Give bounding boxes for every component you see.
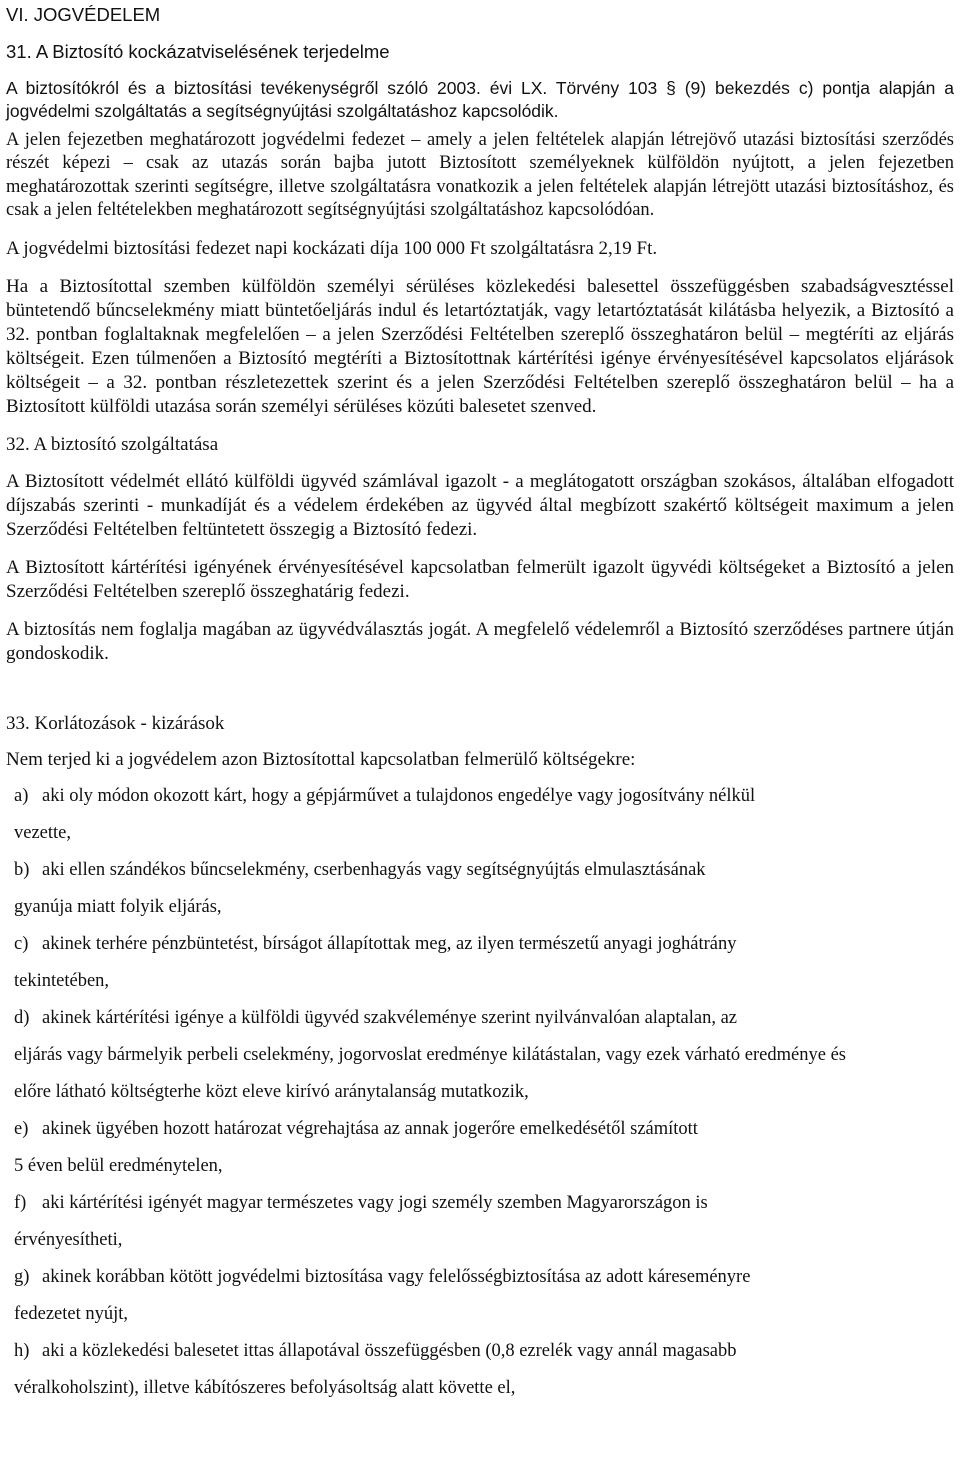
section-31-paragraph-4: Ha a Biztosítottal szemben külföldön személyi sérüléses közlekedési balesettel összefüggésben szabadságvesztéssel büntetendő bűncselekmény miatt büntetőeljárás indul és letartóztatják, vagy letartóztatását kilátásba helyezik, a Biztosító a 32. pontban foglaltaknak megfelelően – a jelen Szerződési Feltételben szereplő összeghatáron belül – megtéríti az eljárás költségeit. Ezen túlmenően a Biztosító megtéríti a Biztosítottnak kártérítési igénye érvényesítésével kapcsolatos eljárások költségeit – a 32. pontban részletezettek szerint és a jelen Szerződési Feltételben szereplő összeghatáron belül – ha a Biztosított külföldi utazása során személyi sérüléses közúti balesetet szenved.: [6, 275, 954, 417]
item-text: aki oly módon okozott kárt, hogy a gépjárművet a tulajdonos engedélye vagy jogosítvány nélkül: [42, 785, 756, 806]
item-continuation: fedezetet nyújt,: [14, 1303, 129, 1324]
item-text: akinek kártérítési igénye a külföldi ügyvéd szakvéleménye szerint nyilvánvalóan alaptalan, az: [42, 1007, 738, 1028]
item-continuation: vezette,: [14, 822, 71, 843]
section-31-paragraph-2: A jelen fejezetben meghatározott jogvédelmi fedezet – amely a jelen feltételek alapján létrejövő utazási biztosítási szerződés részét képezi – csak az utazás során bajba jutott Biztosított személyeknek külföldön nyújtott, a jelen fejezetben meghatározottak szerinti segítségre, illetve szolgáltatásra vonatkozik a jelen feltételek alapján létrejött utazási biztosításhoz, és csak a jelen feltételekben meghatározott segítségnyújtási szolgáltatáshoz kapcsolódóan.: [6, 130, 954, 221]
section-32-paragraph-2: A Biztosított kártérítési igényének érvényesítésével kapcsolatban felmerült igazolt ügyvédi költségeket a Biztosító a jelen Szerződési Feltételben szereplő összeghatárig fedezi.: [6, 556, 954, 602]
item-label: e): [14, 1118, 29, 1139]
item-continuation: érvényesítheti,: [14, 1229, 123, 1250]
item-text: akinek ügyében hozott határozat végrehajtása az annak jogerőre emelkedésétől számított: [42, 1118, 698, 1139]
item-label: b): [14, 859, 30, 880]
exclusion-item-e: [14, 1111, 954, 1185]
item-text: akinek terhére pénzbüntetést, bírságot állapítottak meg, az ilyen természetű anyagi joghátrány: [42, 933, 737, 954]
item-continuation: véralkoholszint), illetve kábítószeres befolyásoltság alatt követte el,: [14, 1377, 516, 1398]
section-32-paragraph-1: A Biztosított védelmét ellátó külföldi ügyvéd számlával igazolt - a meglátogatott országban szokásos, általában elfogadott díjszabás szerinti - munkadíját és a védelem érdekében az ügyvéd által megbízott szakértő költségeit maximum a jelen Szerződési Feltételben feltüntetett összegig a Biztosító fedezi.: [6, 470, 954, 540]
item-label: d): [14, 1007, 30, 1028]
exclusion-item-f: [14, 1185, 954, 1259]
section-31-paragraph-3: A jogvédelmi biztosítási fedezet napi kockázati díja 100 000 Ft szolgáltatásra 2,19 Ft.: [6, 237, 658, 259]
exclusion-item-c: [14, 926, 954, 1000]
section-32-paragraph-3: A biztosítás nem foglalja magában az ügyvédválasztás jogát. A megfelelő védelemről a Biztosító szerződéses partnere útján gondoskodik.: [6, 618, 954, 664]
section-33-intro: Nem terjed ki a jogvédelem azon Biztosítottal kapcsolatban felmerülő költségekre:: [6, 748, 636, 770]
exclusion-item-d: [14, 1000, 954, 1111]
item-text: aki ellen szándékos bűncselekmény, cserbenhagyás vagy segítségnyújtás elmulasztásának: [42, 859, 706, 880]
exclusion-item-b: [14, 852, 954, 926]
item-continuation: tekintetében,: [14, 970, 110, 991]
item-text: aki a közlekedési balesetet ittas állapotával összefüggésben (0,8 ezrelék vagy annál magasabb: [42, 1340, 737, 1361]
exclusion-item-g: [14, 1259, 954, 1333]
item-continuation: 5 éven belül eredménytelen,: [14, 1155, 223, 1176]
exclusion-item-a: [14, 778, 954, 852]
exclusion-list: [6, 778, 954, 1407]
item-label: g): [14, 1266, 30, 1287]
item-text: akinek korábban kötött jogvédelmi biztosítása vagy felelősségbiztosítása az adott káreseményre: [42, 1266, 751, 1287]
section-32-title: 32. A biztosító szolgáltatása: [6, 433, 219, 455]
document-page: [0, 4, 960, 1460]
section-title: VI. JOGVÉDELEM: [6, 4, 161, 25]
section-31-title: 31. A Biztosító kockázatviselésének terjedelme: [6, 41, 390, 62]
item-label: c): [14, 933, 29, 954]
item-label: a): [14, 785, 29, 806]
section-33-title: 33. Korlátozások - kizárások: [6, 712, 225, 734]
section-31-paragraph-1: A biztosítókról és a biztosítási tevékenységről szóló 2003. évi LX. Törvény 103 § (9) bekezdés c) pontja alapján a jogvédelmi szolgáltatás a segítségnyújtási szolgáltatáshoz kapcsolódik.: [6, 78, 954, 121]
item-label: f): [14, 1192, 27, 1213]
exclusion-item-h: [14, 1333, 954, 1407]
item-continuation: eljárás vagy bármelyik perbeli cselekmény, jogorvoslat eredménye kilátástalan, vagy ezek várható eredménye és előre látható költségterhe közt eleve kirívó aránytalanság mutatkozik,: [14, 1044, 846, 1102]
item-label: h): [14, 1340, 30, 1361]
item-continuation: gyanúja miatt folyik eljárás,: [14, 896, 222, 917]
item-text: aki kártérítési igényét magyar természetes vagy jogi személy szemben Magyarországon is: [42, 1192, 708, 1213]
